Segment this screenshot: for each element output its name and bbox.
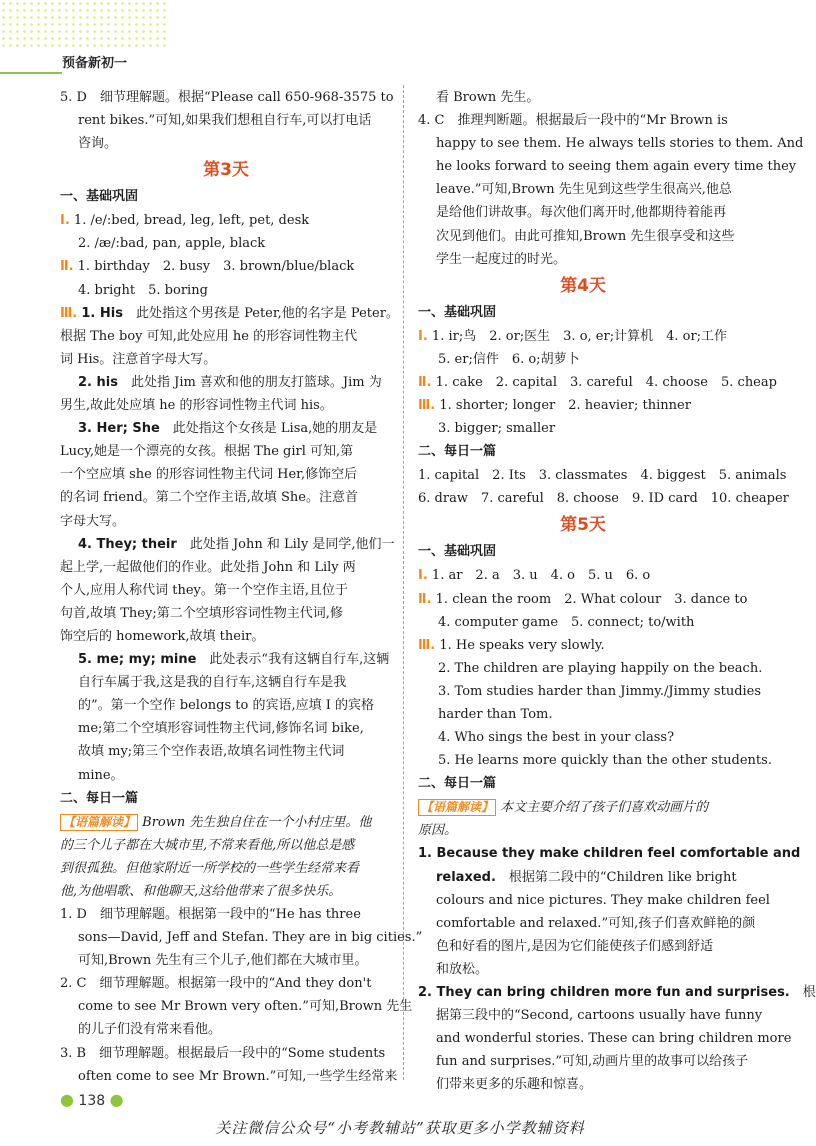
answer-line: and wonderful stories. These can bring children more bbox=[436, 1031, 792, 1047]
answer-line bbox=[418, 866, 748, 889]
passage-line bbox=[60, 811, 392, 834]
answer-line bbox=[418, 981, 816, 1004]
answer-line: 是给他们讲故事。每次他们离开时,他都期待着能再 bbox=[436, 205, 727, 221]
answer-line: 饰空后的 homework,故填 their。 bbox=[60, 628, 265, 644]
answer-text: 1. ar 2. a 3. u 4. o 5. u 6. o bbox=[431, 568, 651, 584]
answer-line: 句首,故填 They;第二个空填形容词性物主代词,修 bbox=[60, 605, 343, 621]
answer-line: 4. C 推理判断题。根据最后一段中的“Mr Brown is bbox=[418, 113, 728, 129]
answer-line: 5. er;信件 6. o;胡萝卜 bbox=[438, 351, 580, 367]
answer-text: 1. cake 2. capital 3. careful 4. choose 5. cheap bbox=[435, 374, 777, 390]
answer-line: 2. The children are playing happily on the beach. bbox=[438, 660, 763, 676]
passage-line: 原因。 bbox=[418, 823, 458, 839]
answer-key: 4. They; their bbox=[78, 536, 177, 552]
answer-line: 1. capital 2. Its 3. classmates 4. biggest 5. animals bbox=[418, 468, 787, 484]
answer-key: 2. They can bring children more fun and surprises. bbox=[418, 985, 790, 1000]
answer-line: comfortable and relaxed.”可知,孩子们喜欢鲜艳的颜 bbox=[436, 915, 756, 931]
answer-text: 1. /e/:bed, bread, leg, left, pet, desk bbox=[73, 213, 310, 229]
answer-line: 2. /æ/:bad, pan, apple, black bbox=[78, 236, 266, 252]
section-heading: 一、基础巩固 bbox=[418, 304, 497, 320]
answer-line bbox=[60, 533, 395, 556]
answer-line bbox=[60, 302, 399, 325]
answer-key: 1. Because they make children feel comfortable and bbox=[418, 846, 801, 862]
answer-text: 根据第二段中的“Children like bright bbox=[495, 869, 737, 885]
answer-line: he looks forward to seeing them again every time they bbox=[436, 159, 797, 175]
answer-line bbox=[418, 634, 748, 657]
answer-line: leave.”可知,Brown 先生见到这些学生很高兴,他总 bbox=[436, 182, 732, 198]
roman-numeral: Ⅱ. bbox=[418, 591, 432, 607]
answer-key: 5. me; my; mine bbox=[78, 652, 197, 668]
section-heading: 一、基础巩固 bbox=[60, 189, 139, 205]
answer-key: 1. His bbox=[81, 305, 123, 321]
answer-line: 词 His。注意首字母大写。 bbox=[60, 351, 217, 367]
answer-line: 1. D 细节理解题。根据第一段中的“He has three bbox=[60, 907, 361, 922]
answer-line: colours and nice pictures. They make children feel bbox=[436, 892, 770, 908]
answer-line: 的”。第一个空作 belongs to 的宾语,应填 I 的宾格 bbox=[78, 698, 374, 714]
answer-text: 1. clean the room 2. What colour 3. dance to bbox=[435, 591, 748, 607]
answer-line: 的儿子们没有常来看他。 bbox=[78, 1022, 222, 1038]
answer-line bbox=[418, 371, 777, 394]
passage-tag: 【语篇解读】 bbox=[60, 814, 138, 831]
dot-icon: ● bbox=[60, 1090, 74, 1109]
answer-line: 故填 my;第三个空作表语,故填名词性物主代词 bbox=[78, 744, 345, 760]
right-column bbox=[418, 86, 816, 1096]
answer-text: 此处指这个女孩是 Lisa,她的朋友是 bbox=[159, 421, 378, 437]
answer-line: 和放松。 bbox=[436, 961, 489, 977]
answer-line bbox=[60, 209, 392, 232]
answer-line: often come to see Mr Brown.”可知,一些学生经常来 bbox=[78, 1068, 398, 1084]
answer-line bbox=[418, 842, 801, 865]
roman-numeral: Ⅱ. bbox=[60, 259, 74, 275]
answer-line: 根据 The boy 可知,此处应用 he 的形容词性物主代 bbox=[60, 328, 358, 344]
answer-line bbox=[418, 325, 748, 348]
answer-line: happy to see them. He always tells stories to them. And bbox=[436, 136, 804, 152]
roman-numeral: Ⅲ. bbox=[418, 398, 436, 414]
answer-line: 一个空应填 she 的形容词性物主代词 Her,修饰空后 bbox=[60, 467, 358, 483]
passage-tag: 【语篇解读】 bbox=[418, 799, 496, 816]
page-number-value: 138 bbox=[78, 1093, 106, 1109]
answer-line: 可知,Brown 先生有三个儿子,他们都在大城市里。 bbox=[78, 953, 368, 969]
dot-icon: ● bbox=[109, 1090, 124, 1109]
answer-line: Lucy,她是一个漂亮的女孩。根据 The girl 可知,第 bbox=[60, 444, 354, 460]
section-heading: 二、每日一篇 bbox=[418, 444, 497, 460]
answer-line: 4. bright 5. boring bbox=[78, 282, 208, 298]
roman-numeral: Ⅱ. bbox=[418, 374, 432, 390]
section-heading: 一、基础巩固 bbox=[418, 544, 497, 560]
answer-text: 1. ir;鸟 2. or;医生 3. o, er;计算机 4. or;工作 bbox=[431, 328, 728, 344]
answer-line: fun and surprises.”可知,动画片里的故事可以给孩子 bbox=[436, 1054, 749, 1070]
answer-line: 个人,应用人称代词 they。第一个空作主语,且位于 bbox=[60, 582, 349, 598]
roman-numeral: Ⅰ. bbox=[418, 568, 428, 584]
answer-line bbox=[418, 564, 748, 587]
answer-text: 1. shorter; longer 2. heavier; thinner bbox=[439, 398, 691, 414]
answer-line: 4. Who sings the best in your class? bbox=[438, 730, 675, 746]
answer-line: 起上学,一起做他们的作业。此处指 John 和 Lily 两 bbox=[60, 559, 356, 575]
passage-line: 到很孤独。但他家附近一所学校的一些学生经常来看 bbox=[60, 860, 360, 876]
answer-line bbox=[418, 394, 748, 417]
answer-line: come to see Mr Brown very often.”可知,Brown 先生 bbox=[78, 999, 413, 1015]
answer-line: 4. computer game 5. connect; to/with bbox=[438, 614, 695, 630]
answer-line: 5. He learns more quickly than the other students. bbox=[438, 753, 772, 769]
answer-line: sons—David, Jeff and Stefan. They are in big cities.” bbox=[78, 930, 423, 946]
answer-line: 字母大写。 bbox=[60, 513, 126, 529]
answer-line: 男生,故此处应填 he 的形容词性物主代词 his。 bbox=[60, 398, 333, 414]
answer-line: 色和好看的图片,是因为它们能使孩子们感到舒适 bbox=[436, 938, 714, 954]
section-heading: 二、每日一篇 bbox=[60, 790, 139, 806]
passage-text: 本文主要介绍了孩子们喜欢动画片的 bbox=[500, 800, 709, 816]
answer-line: 3. Tom studies harder than Jimmy./Jimmy studies bbox=[438, 683, 762, 699]
answer-line: 6. draw 7. careful 8. choose 9. ID card 10. cheaper bbox=[418, 491, 789, 507]
answer-text: 1. He speaks very slowly. bbox=[439, 637, 605, 653]
section-heading: 二、每日一篇 bbox=[418, 776, 497, 792]
answer-key: relaxed. bbox=[436, 869, 496, 885]
answer-line: 的名词 friend。第二个空作主语,故填 She。注意首 bbox=[60, 490, 358, 506]
answer-text: 根 bbox=[789, 985, 816, 1000]
answer-text: 此处表示“我有这辆自行车,这辆 bbox=[196, 652, 390, 668]
answer-line: mine。 bbox=[78, 767, 124, 783]
answer-text: 此处指 John 和 Lily 是同学,他们一 bbox=[176, 536, 395, 552]
answer-line bbox=[60, 417, 392, 440]
answer-line: 看 Brown 先生。 bbox=[436, 90, 540, 105]
answer-key: 2. his bbox=[78, 374, 118, 390]
answer-line: 3. bigger; smaller bbox=[438, 421, 556, 437]
page-number bbox=[60, 1090, 124, 1109]
page-header-title: 预备新初一 bbox=[62, 56, 128, 71]
passage-line bbox=[418, 796, 748, 819]
passage-line: 他,为他唱歌、和他聊天,这给他带来了很多快乐。 bbox=[60, 883, 342, 899]
answer-line: 3. B 细节理解题。根据最后一段中的“Some students bbox=[60, 1045, 386, 1061]
answer-line: me;第二个空填形容词性物主代词,修饰名词 bike, bbox=[78, 721, 364, 737]
answer-line bbox=[418, 588, 748, 611]
roman-numeral: Ⅲ. bbox=[418, 637, 436, 653]
answer-text: 此处指这个男孩是 Peter,他的名字是 Peter。 bbox=[122, 305, 399, 321]
answer-line: 据第三段中的“Second, cartoons usually have funny bbox=[436, 1008, 763, 1024]
answer-line: 咨询。 bbox=[78, 136, 118, 152]
answer-line: rent bikes.”可知,如果我们想租自行车,可以打电话 bbox=[78, 113, 372, 129]
answer-line: harder than Tom. bbox=[438, 706, 553, 722]
answer-line bbox=[60, 371, 392, 394]
day-heading: 第3天 bbox=[203, 160, 249, 181]
left-column bbox=[60, 86, 423, 1088]
day-heading: 第5天 bbox=[560, 515, 606, 536]
answer-line: 2. C 细节理解题。根据第一段中的“And they don't bbox=[60, 976, 372, 992]
answer-line: 次见到他们。由此可推知,Brown 先生很享受和这些 bbox=[436, 228, 735, 244]
answer-text: 此处指 Jim 喜欢和他的朋友打篮球。Jim 为 bbox=[117, 374, 382, 390]
roman-numeral: Ⅰ. bbox=[60, 213, 70, 229]
answer-line: 5. D 细节理解题。根据“Please call 650-968-3575 to bbox=[60, 90, 394, 105]
header-rule bbox=[0, 72, 62, 74]
passage-text: Brown 先生独自住在一个小村庄里。他 bbox=[142, 814, 372, 830]
footer-note: 关注微信公众号“小考教辅站”获取更多小学教辅资料 bbox=[215, 1119, 585, 1137]
answer-line: 学生一起度过的时光。 bbox=[436, 251, 567, 267]
day-heading: 第4天 bbox=[560, 275, 606, 296]
answer-key: 3. Her; She bbox=[78, 421, 160, 437]
header-dot-pattern bbox=[0, 0, 170, 50]
answer-line bbox=[60, 255, 392, 278]
answer-line: 们带来更多的乐趣和惊喜。 bbox=[436, 1077, 593, 1093]
roman-numeral: Ⅰ. bbox=[418, 328, 428, 344]
passage-line: 的三个儿子都在大城市里,不常来看他,所以他总是感 bbox=[60, 837, 355, 853]
answer-text: 1. birthday 2. busy 3. brown/blue/black bbox=[77, 259, 355, 275]
roman-numeral: Ⅲ. bbox=[60, 305, 78, 321]
answer-line bbox=[60, 648, 392, 671]
answer-line: 自行车属于我,这是我的自行车,这辆自行车是我 bbox=[78, 675, 347, 691]
